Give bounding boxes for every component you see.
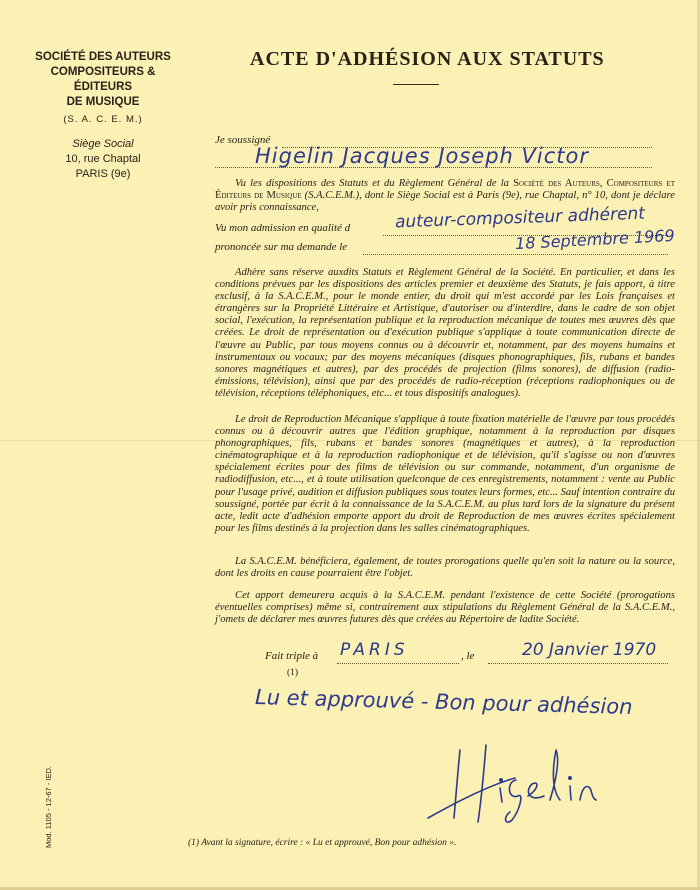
admission-value: auteur-compositeur adhérent: [394, 203, 646, 233]
undersigned-label: Je soussigné: [215, 134, 271, 146]
adhesion-paragraph: Adhère sans réserve auxdits Statuts et Règlement Général de la Société. En particulier, et dans les conditions prévues par les dispositions des articles premier et deuxième des Statuts, je fais apport, à titre exclusif, à la S.A.C.E.M., pour le monde entier, du droit qui m'est accordé par les Lois françaises et étrangères sur la Propriété Littéraire et Artistique, d'autoriser ou d'interdire, dans le cadre de son objet social, l'exécution, la représentation publique et la reproduction mécanique de toutes mes œuvres dès que créées. Le droit de représentation ou d'exécution publique s'applique à toute communication directe de l'œuvre au Public, par tous moyens connus ou à découvrir et, notamment, par des moyens humains et instrumentaux ou vocaux; par des moyens mécaniques (disques phonographiques, fils, rubans et bandes sonores magnétiques et autres), par des procédés de projection (films sonores), de diffusion (radio-émissions, télévision), ainsi que par des procédés de radio-réception (réceptions radiophoniques ou de télévision, réceptions téléphoniques, etc... et tous dispositifs analogues).: [215, 267, 675, 399]
pronounced-label: prononcée sur ma demande le: [215, 241, 348, 253]
signature-dot: [569, 777, 571, 779]
date-line: [488, 662, 668, 664]
form-reference: Mod. 1105 - 12-67 - IED.: [44, 766, 53, 848]
pronounced-line: [363, 253, 668, 255]
reproduction-paragraph: Le droit de Reproduction Mécanique s'applique à toute fixation matérielle de l'œuvre par tous procédés connus ou à découvrir autres que l'édition graphique, notamment à la reproduction par disques phonographiques, fils, rubans et bandes sonores (magnétiques et autres), à la reproduction cinématographique et à la reproduction radiophonique et de télévision, qu'il s'agisse ou non d'œuvres spécialement écrites pour des films de télévision ou sur commande, notamment, d'un organisme de radiodiffusion, etc..., et à toute utilisation quelconque de ces enregistrements, notamment : vente au Public pour l'usage privé, audition et diffusion publiques sous toutes leurs formes, etc... Sauf intention contraire du soussigné, portée par écrit à la connaissance de la S.A.C.E.M. au plus tard lors de la signature du présent acte, ledit acte d'adhésion emporte apport du droit de Reproduction de mes œuvres écrites spécialement pour les films destinés à la projection dans les salles cinématographiques.: [215, 414, 675, 534]
prorogations-paragraph: La S.A.C.E.M. bénéficiera, également, de toutes prorogations quelle qu'en soit la nature ou la source, dont les droits en cause pourraient être l'objet.: [215, 556, 675, 580]
org-name-line1: SOCIÉTÉ DES AUTEURS: [35, 51, 171, 63]
undersigned-name: Higelin Jacques Joseph Victor: [255, 144, 589, 168]
signature-stroke: [570, 786, 571, 800]
date-value: 20 Janvier 1970: [522, 640, 657, 660]
seat-label: Siège Social: [72, 138, 134, 150]
signature-stroke: [478, 745, 486, 822]
statutes-society-name: Société des Auteurs, Compositeurs et Éditeurs de Musique: [215, 178, 675, 202]
letterhead: [28, 50, 178, 182]
admission-label: Vu mon admission en qualité d: [215, 222, 351, 234]
page-title: ACTE D'ADHÉSION AUX STATUTS: [250, 48, 605, 70]
acquired-paragraph: Cet apport demeurera acquis à la S.A.C.E.M. pendant l'existence de cette Société (prorogations éventuelles comprises) même si, contrairement aux stipulations du Règlement Général de la S.A.C.E.M., j'omets de déclarer mes œuvres futures dès que créées au Répertoire de ladite Société.: [215, 590, 675, 626]
footnote: (1) Avant la signature, écrire : « Lu et approuvé, Bon pour adhésion ».: [188, 838, 457, 848]
title-underline: [393, 84, 439, 85]
address: 10, rue Chaptal: [65, 153, 141, 165]
org-abbreviation: (S. A. C. E. M.): [63, 114, 143, 125]
statutes-text-a: Vu les dispositions des Statuts et du Règlement Général de la: [235, 178, 514, 189]
date-label: , le: [461, 650, 475, 662]
place-label: Fait triple à: [265, 650, 319, 662]
org-name-line3: DE MUSIQUE: [66, 96, 140, 108]
approval-handwritten: Lu et approuvé - Bon pour adhésion: [254, 685, 633, 719]
city: PARIS (9e): [75, 168, 131, 180]
signature-stroke: [506, 780, 521, 822]
signature-dot: [500, 779, 502, 781]
signature-stroke: [454, 750, 460, 818]
place-line: [337, 662, 459, 664]
signature-stroke: [528, 783, 544, 798]
signature-stroke: [500, 788, 502, 802]
org-name-line2: COMPOSITEURS & ÉDITEURS: [50, 66, 156, 93]
place-value: PARIS: [340, 640, 409, 660]
signature-stroke: [550, 750, 560, 800]
pronounced-date: 18 Septembre 1969: [514, 225, 676, 254]
signature-stroke: [580, 787, 596, 801]
signature: [420, 740, 620, 825]
footnote-marker: (1): [287, 668, 299, 678]
signature-text: Higelin: [420, 740, 423, 741]
statutes-text-b: (S.A.C.E.M.), dont le Siège Social est à Paris (9e), rue Chaptal, n° 10, dont je déclare avoir pris connaissance,: [215, 190, 675, 214]
